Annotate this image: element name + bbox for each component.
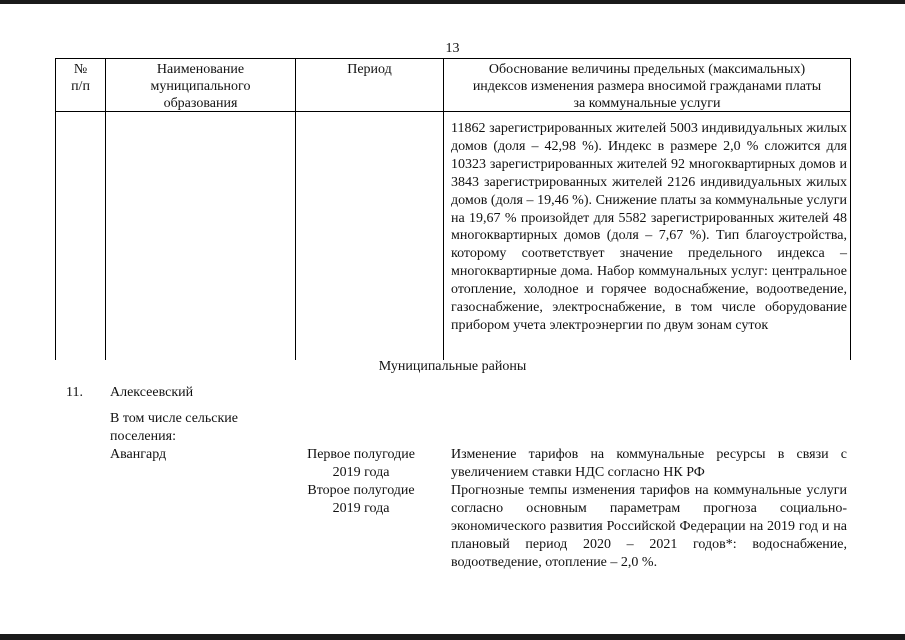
settlement-name: Авангард bbox=[110, 447, 167, 462]
subtitle-line: В том числе сельские bbox=[110, 411, 239, 426]
header-justification-line: Обоснование величины предельных (максимальных) bbox=[488, 62, 806, 77]
column-rule bbox=[295, 112, 296, 360]
period-label: 2019 года bbox=[332, 465, 390, 480]
header-number-line: п/п bbox=[71, 79, 90, 94]
header-cell-name bbox=[105, 58, 295, 112]
page-number: 13 bbox=[445, 41, 460, 56]
period-label: Первое полугодие bbox=[307, 447, 415, 462]
header-cell-justification bbox=[443, 58, 851, 112]
period-justification: Изменение тарифов на коммунальные ресурсы в связи с увеличением ставки НДС согласно НК РФ bbox=[451, 447, 847, 480]
column-rule bbox=[105, 112, 106, 360]
entry-number: 11. bbox=[66, 385, 83, 400]
municipality-name: Алексеевский bbox=[110, 385, 194, 400]
header-cell-period bbox=[295, 58, 443, 112]
header-period-line: Период bbox=[347, 62, 392, 77]
header-name-line: образования bbox=[163, 96, 238, 111]
header-number-line: № bbox=[73, 62, 88, 77]
header-justification-line: индексов изменения размера вносимой гражданами платы bbox=[472, 79, 822, 94]
period-label: Второе полугодие bbox=[307, 483, 415, 498]
column-rule bbox=[850, 112, 851, 360]
scan-edge-top bbox=[0, 0, 905, 4]
subtitle-line: поселения: bbox=[110, 429, 176, 444]
justification-continued-text: 11862 зарегистрированных жителей 5003 индивидуальных жилых домов (доля – 42,98 %). Индекс в размере 2,0 % сложится для 10323 зарегистрированных жителей 92 многоквартирных домов и 3843 зарегистрированных жителей 2126 индивидуальных жилых домов (доля – 19,46 %). Снижение платы за коммунальные услуги на 19,67 % произойдет для 5582 зарегистрированных жителей 48 многоквартирных домов (доля – 7,67 %). Тип благоустройства, которому соответствует значение предельного индекса – многоквартирные дома. Набор коммунальных услуг: центральное отопление, холодное и горячее водоснабжение, водоотведение, газоснабжение, электроснабжение, в том числе оборудование прибором учета электроэнергии по двум зонам суток bbox=[451, 121, 847, 333]
period-label: 2019 года bbox=[332, 501, 390, 516]
scan-edge-bottom bbox=[0, 634, 905, 640]
header-justification-line: за коммунальные услуги bbox=[573, 96, 721, 111]
column-rule bbox=[443, 112, 444, 360]
period-justification: Прогнозные темпы изменения тарифов на коммунальные услуги согласно основным параметрам прогноза социально-экономического развития Российской Федерации на 2019 год и на плановый период 2020 – 2021 годов*: водоснабжение, водоотведение, отопление – 2,0 %. bbox=[451, 483, 847, 570]
header-name-line: Наименование bbox=[156, 62, 245, 77]
section-heading: Муниципальные районы bbox=[378, 359, 527, 374]
column-rule bbox=[55, 112, 56, 360]
header-cell-number bbox=[55, 58, 105, 112]
header-name-line: муниципального bbox=[150, 79, 251, 94]
